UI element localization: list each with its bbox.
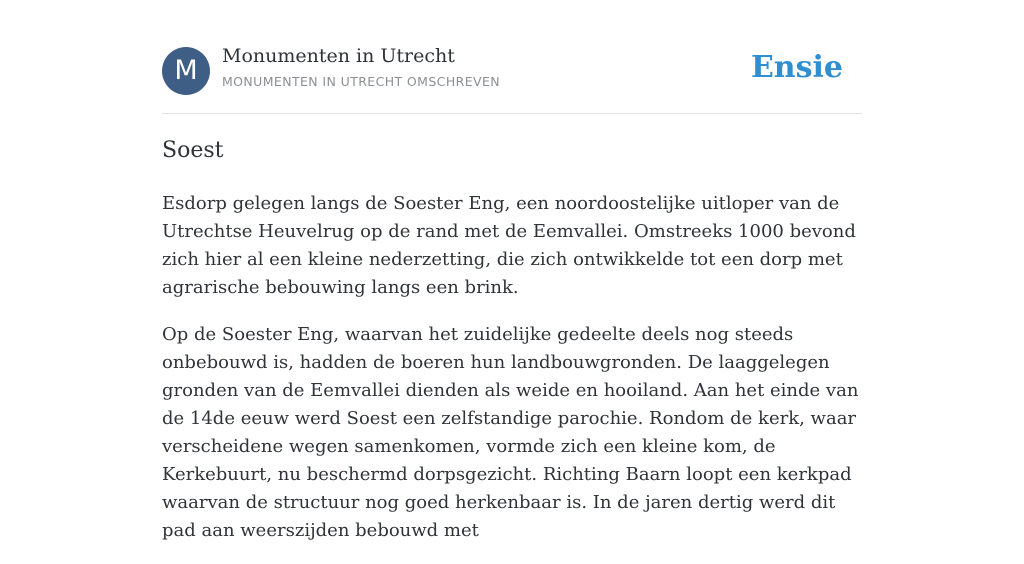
ensie-logo-link[interactable]: Ensie: [750, 50, 843, 85]
site-avatar[interactable]: M: [162, 47, 210, 95]
site-title[interactable]: Monumenten in Utrecht: [222, 45, 455, 67]
content-column: [162, 0, 862, 541]
article-title: Soest: [162, 138, 224, 163]
article-body: [162, 190, 862, 564]
site-header: [162, 0, 862, 114]
site-subtitle: MONUMENTEN IN UTRECHT OMSCHREVEN: [222, 74, 500, 89]
article-paragraph: Op de Soester Eng, waarvan het zuidelijke gedeelte deels nog steeds onbebouwd is, hadden de boeren hun landbouwgronden. De laaggelegen gronden van de Eemvallei dienden als weide en hooiland. Aan het einde van de 14de eeuw werd Soest een zelfstandige parochie. Rondom de kerk, waar verscheidene wegen samenkomen, vormde zich een kleine kom, de Kerkebuurt, nu beschermd dorpsgezicht. Richting Baarn loopt een kerkpad waarvan de structuur nog goed herkenbaar is. In de jaren dertig werd dit pad aan weerszijden bebouwd met: [162, 324, 859, 541]
article-paragraph: Esdorp gelegen langs de Soester Eng, een noordoostelijke uitloper van de Utrechtse Heuvelrug op de rand met de Eemvallei. Omstreeks 1000 bevond zich hier al een kleine nederzetting, die zich ontwikkelde tot een dorp met agrarische bebouwing langs een brink.: [162, 193, 856, 298]
